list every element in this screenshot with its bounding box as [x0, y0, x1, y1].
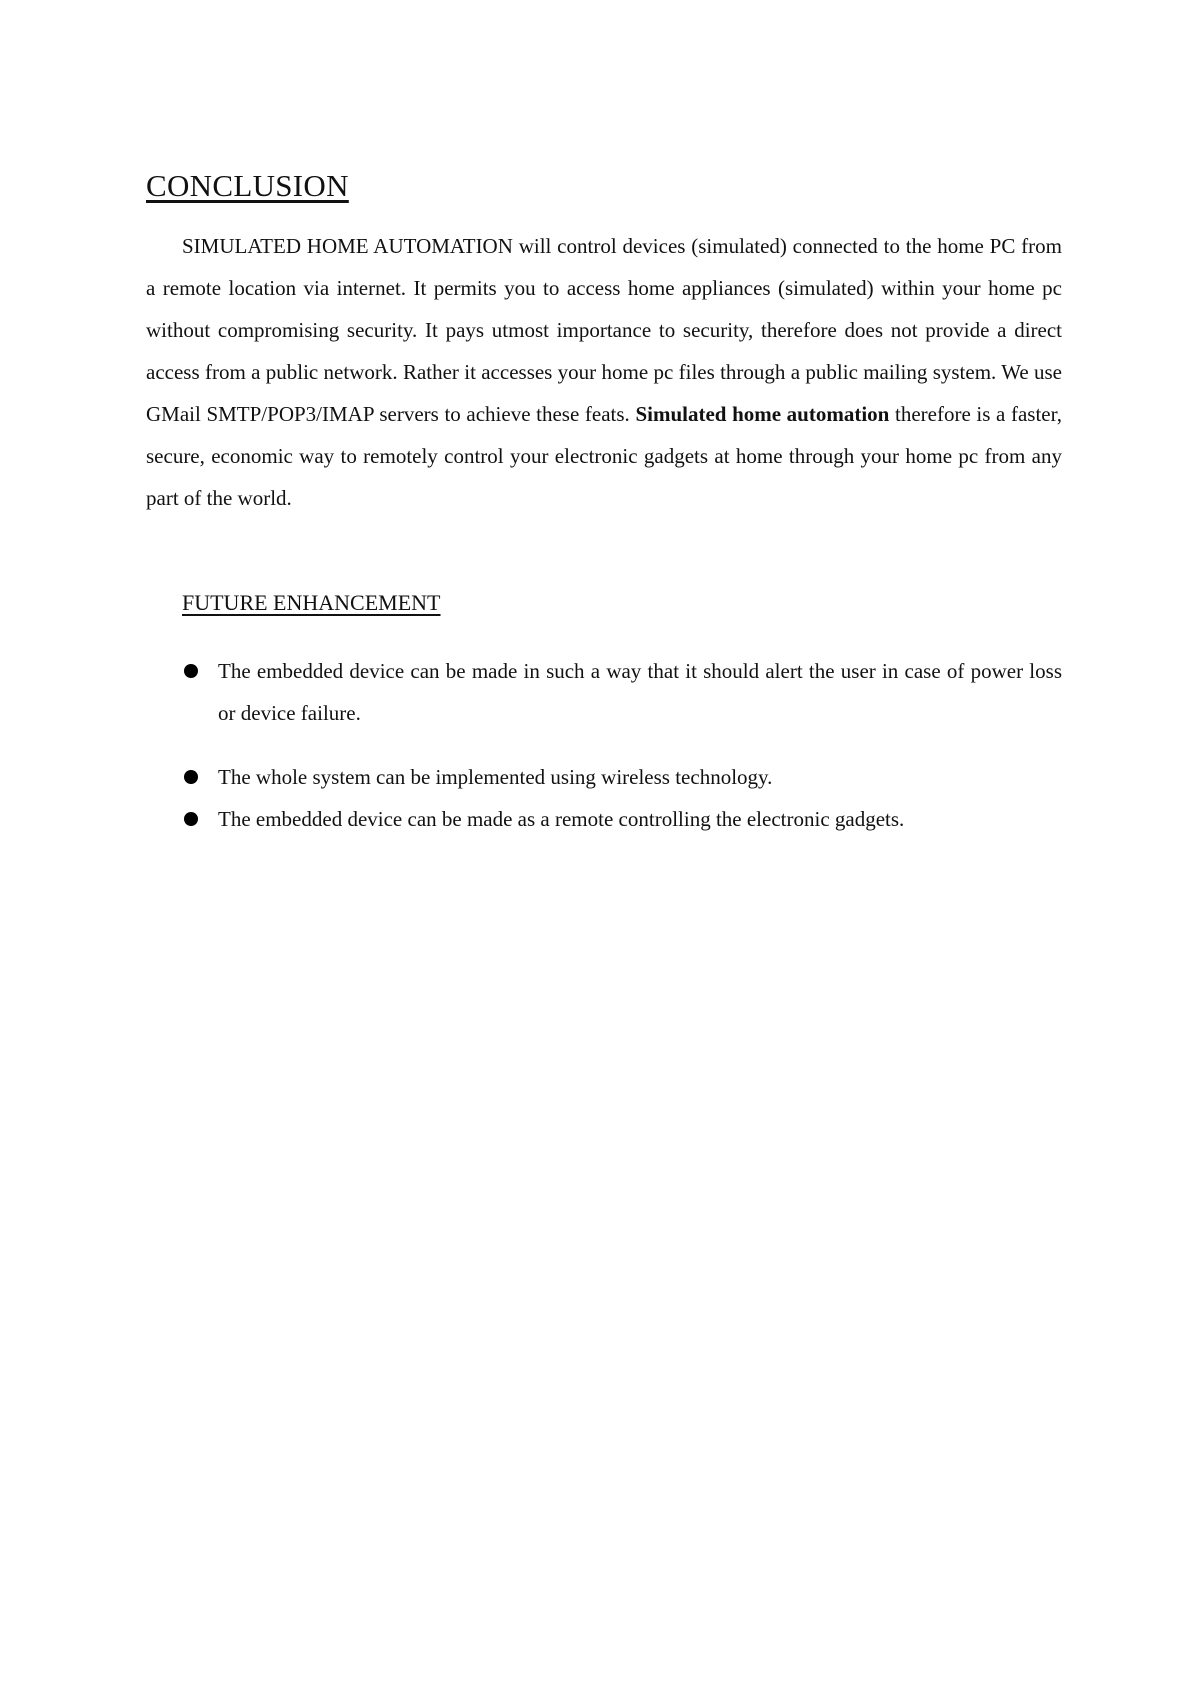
bullet-icon: [184, 664, 198, 678]
list-item-text: The embedded device can be made as a remote controlling the electronic gadgets.: [218, 807, 905, 831]
list-item-text: The whole system can be implemented using wireless technology.: [218, 765, 773, 789]
list-item: [182, 650, 1062, 734]
conclusion-paragraph: [146, 225, 1062, 519]
conclusion-text-lead: SIMULATED HOME AUTOMATION will control devices (simulated) connected to the home PC from a remote location via internet. It permits you to access home appliances (simulated) within your home pc without compromising security. It pays utmost importance to security, therefore does not provide a direct access from a public network. Rather it accesses your home pc files through a public mailing system. We use GMail SMTP/POP3/IMAP servers to achieve these feats.: [146, 234, 1062, 426]
list-item: [182, 798, 1062, 840]
bullet-icon: [184, 770, 198, 784]
list-item-text: The embedded device can be made in such a way that it should alert the user in case of power loss or device failure.: [218, 659, 1062, 725]
conclusion-text-bold: Simulated home automation: [635, 402, 890, 426]
future-enhancement-heading: FUTURE ENHANCEMENT: [182, 590, 441, 615]
bullet-icon: [184, 812, 198, 826]
conclusion-text-tail: therefore is a faster, secure, economic way to remotely control your electronic gadgets at home through your home pc from any part of the world.: [146, 402, 1063, 510]
list-item: [182, 756, 1062, 798]
conclusion-heading: CONCLUSION: [146, 168, 349, 203]
